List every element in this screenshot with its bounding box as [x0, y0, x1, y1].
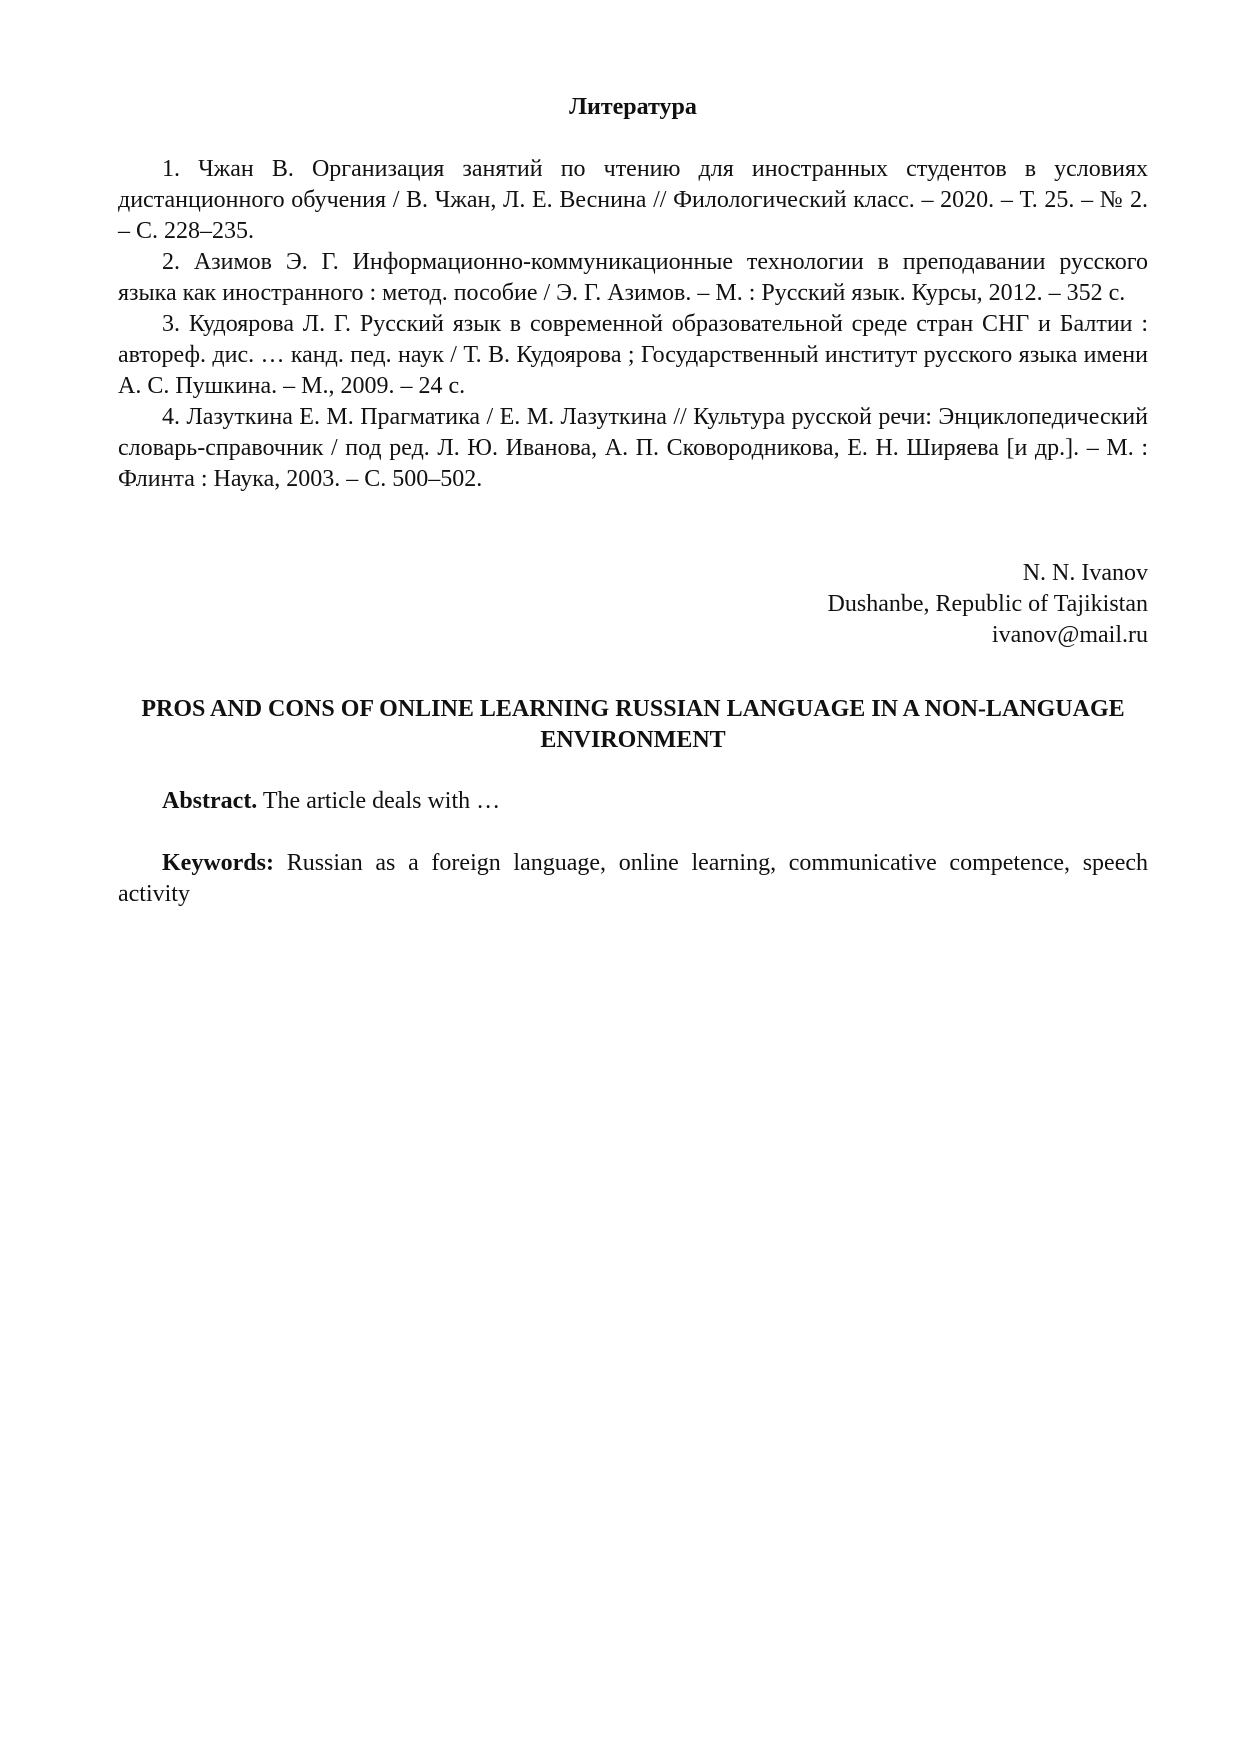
- article-title: PROS AND CONS OF ONLINE LEARNING RUSSIAN LANGUAGE IN A NON-LANGUAGE ENVIRONMENT: [141, 696, 1125, 753]
- abstract-text: The article deals with …: [262, 788, 501, 814]
- reference-item: 2. Азимов Э. Г. Информационно-коммуникационные технологии в преподавании русского языка как иностранного : метод. пособие / Э. Г. Азимов. – М. : Русский язык. Курсы, 2012. – 352 с.: [118, 249, 1148, 306]
- author-block: [118, 558, 1148, 651]
- author-location: Dushanbe, Republic of Tajikistan: [827, 591, 1148, 617]
- abstract-paragraph: [118, 786, 1148, 817]
- keywords-label: Keywords:: [162, 850, 274, 876]
- abstract-label: Abstract.: [162, 788, 258, 814]
- reference-list: [118, 154, 1148, 495]
- author-name: N. N. Ivanov: [1022, 560, 1148, 586]
- reference-item: 3. Кудоярова Л. Г. Русский язык в современной образовательной среде стран СНГ и Балтии : автореф. дис. … канд. пед. наук / Т. В. Кудоярова ; Государственный институт русского языка имени А. С. Пушкина. – М., 2009. – 24 с.: [118, 311, 1148, 399]
- author-email: ivanov@mail.ru: [991, 622, 1148, 648]
- literature-heading: Литература: [569, 94, 697, 120]
- keywords-text: Russian as a foreign language, online learning, communicative competence, speech activity: [118, 850, 1149, 907]
- reference-item: 1. Чжан В. Организация занятий по чтению для иностранных студентов в условиях дистанционного обучения / В. Чжан, Л. Е. Веснина // Филологический класс. – 2020. – Т. 25. – № 2. – С. 228–235.: [118, 156, 1148, 244]
- page-content: [118, 92, 1148, 910]
- reference-item: 4. Лазуткина Е. М. Прагматика / Е. М. Лазуткина // Культура русской речи: Энциклопедический словарь-справочник / под ред. Л. Ю. Иванова, А. П. Сковородникова, Е. Н. Ширяева [и др.]. – М. : Флинта : Наука, 2003. – С. 500–502.: [118, 404, 1148, 492]
- keywords-paragraph: [118, 848, 1148, 910]
